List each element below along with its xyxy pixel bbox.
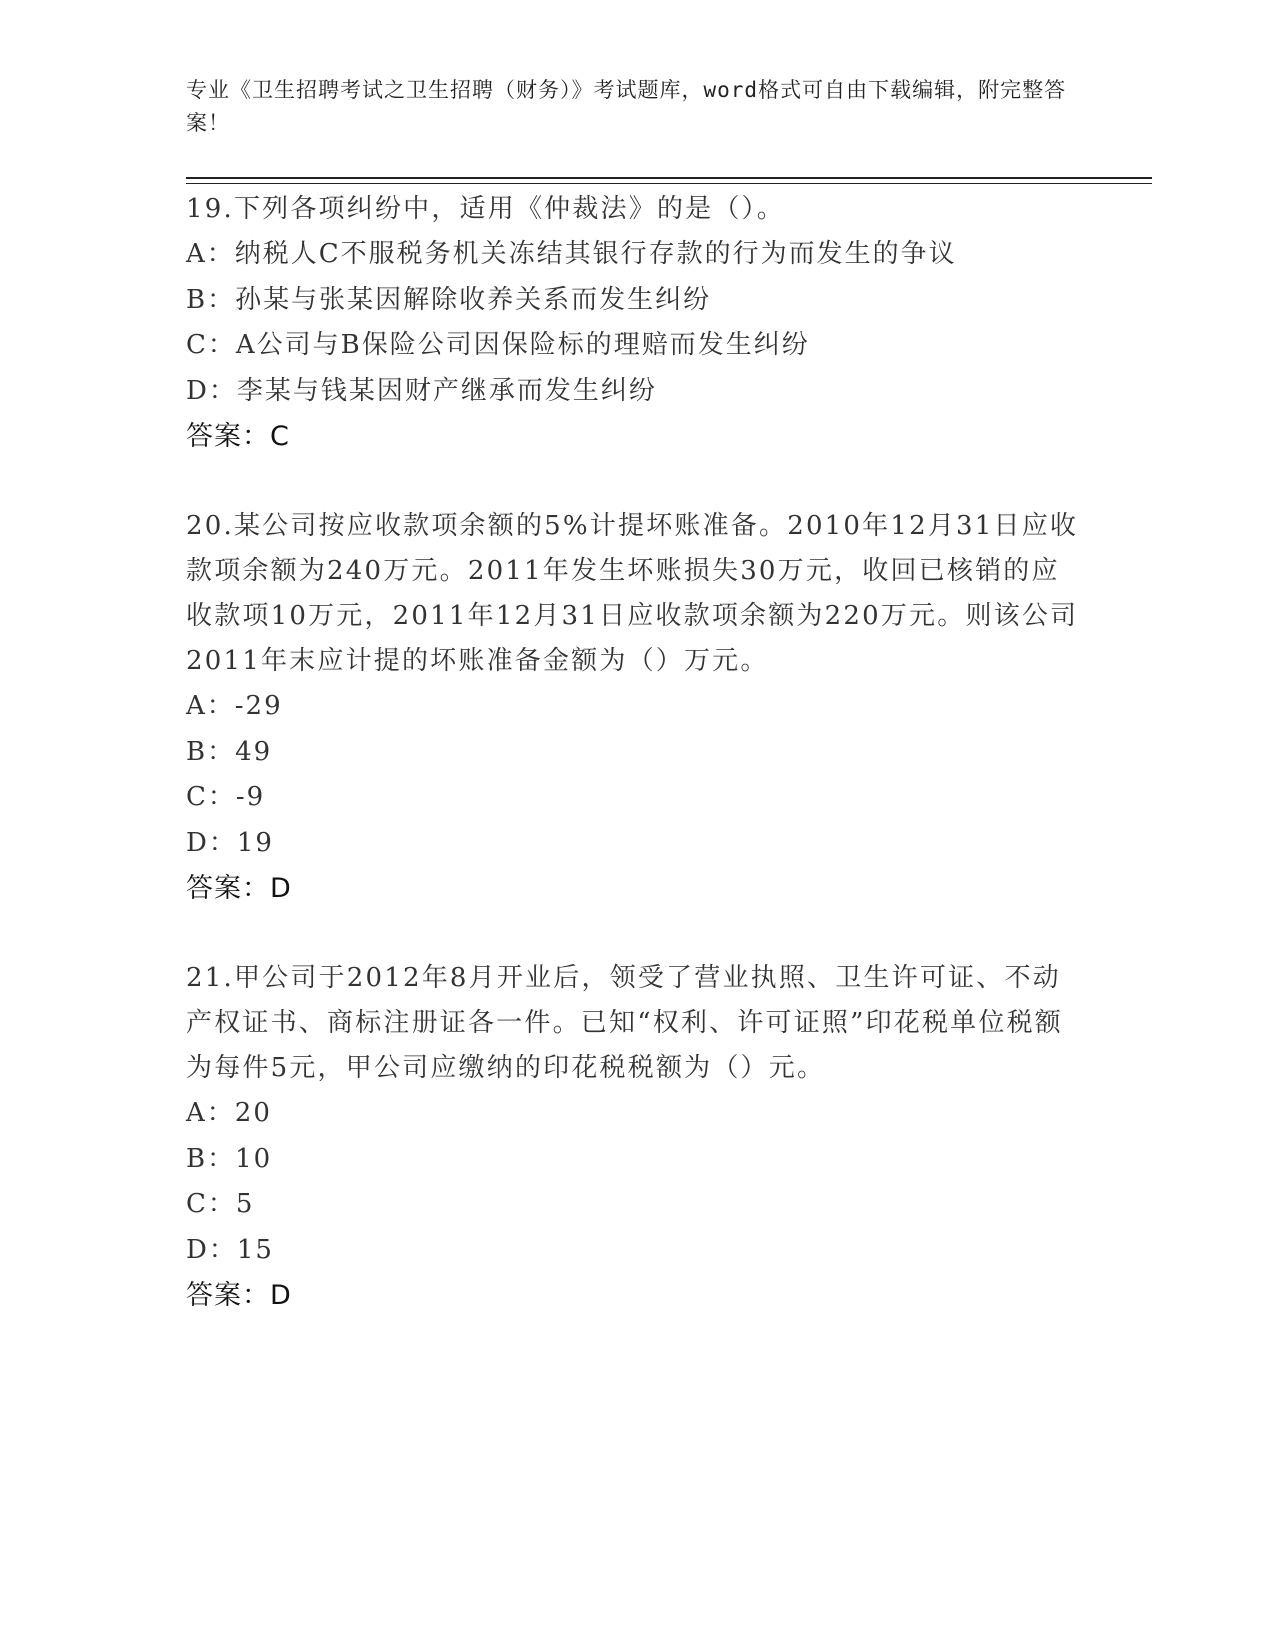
option-c: C：5 bbox=[186, 1189, 255, 1219]
option-a: A：20 bbox=[186, 1098, 272, 1128]
option-c: C：-9 bbox=[186, 782, 266, 812]
header-divider-thick bbox=[186, 177, 1152, 179]
option-b: B：孙某与张某因解除收养关系而发生纠纷 bbox=[186, 284, 712, 315]
option-b: B：49 bbox=[186, 736, 273, 767]
option-d: D：李某与钱某因财产继承而发生纠纷 bbox=[186, 375, 657, 406]
option-c: C：A公司与B保险公司因保险标的理赔而发生纠纷 bbox=[186, 330, 810, 360]
question-21 bbox=[186, 956, 1086, 1318]
document-header: 专业《卫生招聘考试之卫生招聘（财务）》考试题库，word格式可自由下载编辑，附完整答案！ bbox=[186, 78, 1067, 135]
question-stem: 21.甲公司于2012年8月开业后，领受了营业执照、卫生许可证、不动产权证书、商标注册证各一件。已知“权利、许可证照”印花税单位税额为每件5元，甲公司应缴纳的印花税税额为（）元。 bbox=[186, 963, 1063, 1083]
answer-line: 答案：D bbox=[186, 873, 292, 904]
option-d: D：15 bbox=[186, 1234, 274, 1265]
header-divider-thin bbox=[186, 183, 1152, 184]
option-a: A：-29 bbox=[186, 691, 283, 721]
answer-line: 答案：C bbox=[186, 421, 290, 452]
question-20 bbox=[186, 504, 1086, 911]
option-b: B：10 bbox=[186, 1143, 273, 1174]
option-a: A：纳税人C不服税务机关冻结其银行存款的行为而发生的争议 bbox=[186, 239, 957, 269]
answer-line: 答案：D bbox=[186, 1280, 292, 1311]
option-d: D：19 bbox=[186, 827, 274, 858]
question-19 bbox=[186, 187, 1086, 459]
question-stem: 20.某公司按应收款项余额的5%计提坏账准备。2010年12月31日应收款项余额为240万元。2011年发生坏账损失30万元，收回已核销的应收款项10万元，2011年12月31日应收款项余额为220万元。则该公司2011年末应计提的坏账准备金额为（）万元。 bbox=[186, 511, 1079, 676]
question-stem: 19.下列各项纠纷中，适用《仲裁法》的是（）。 bbox=[186, 194, 785, 224]
